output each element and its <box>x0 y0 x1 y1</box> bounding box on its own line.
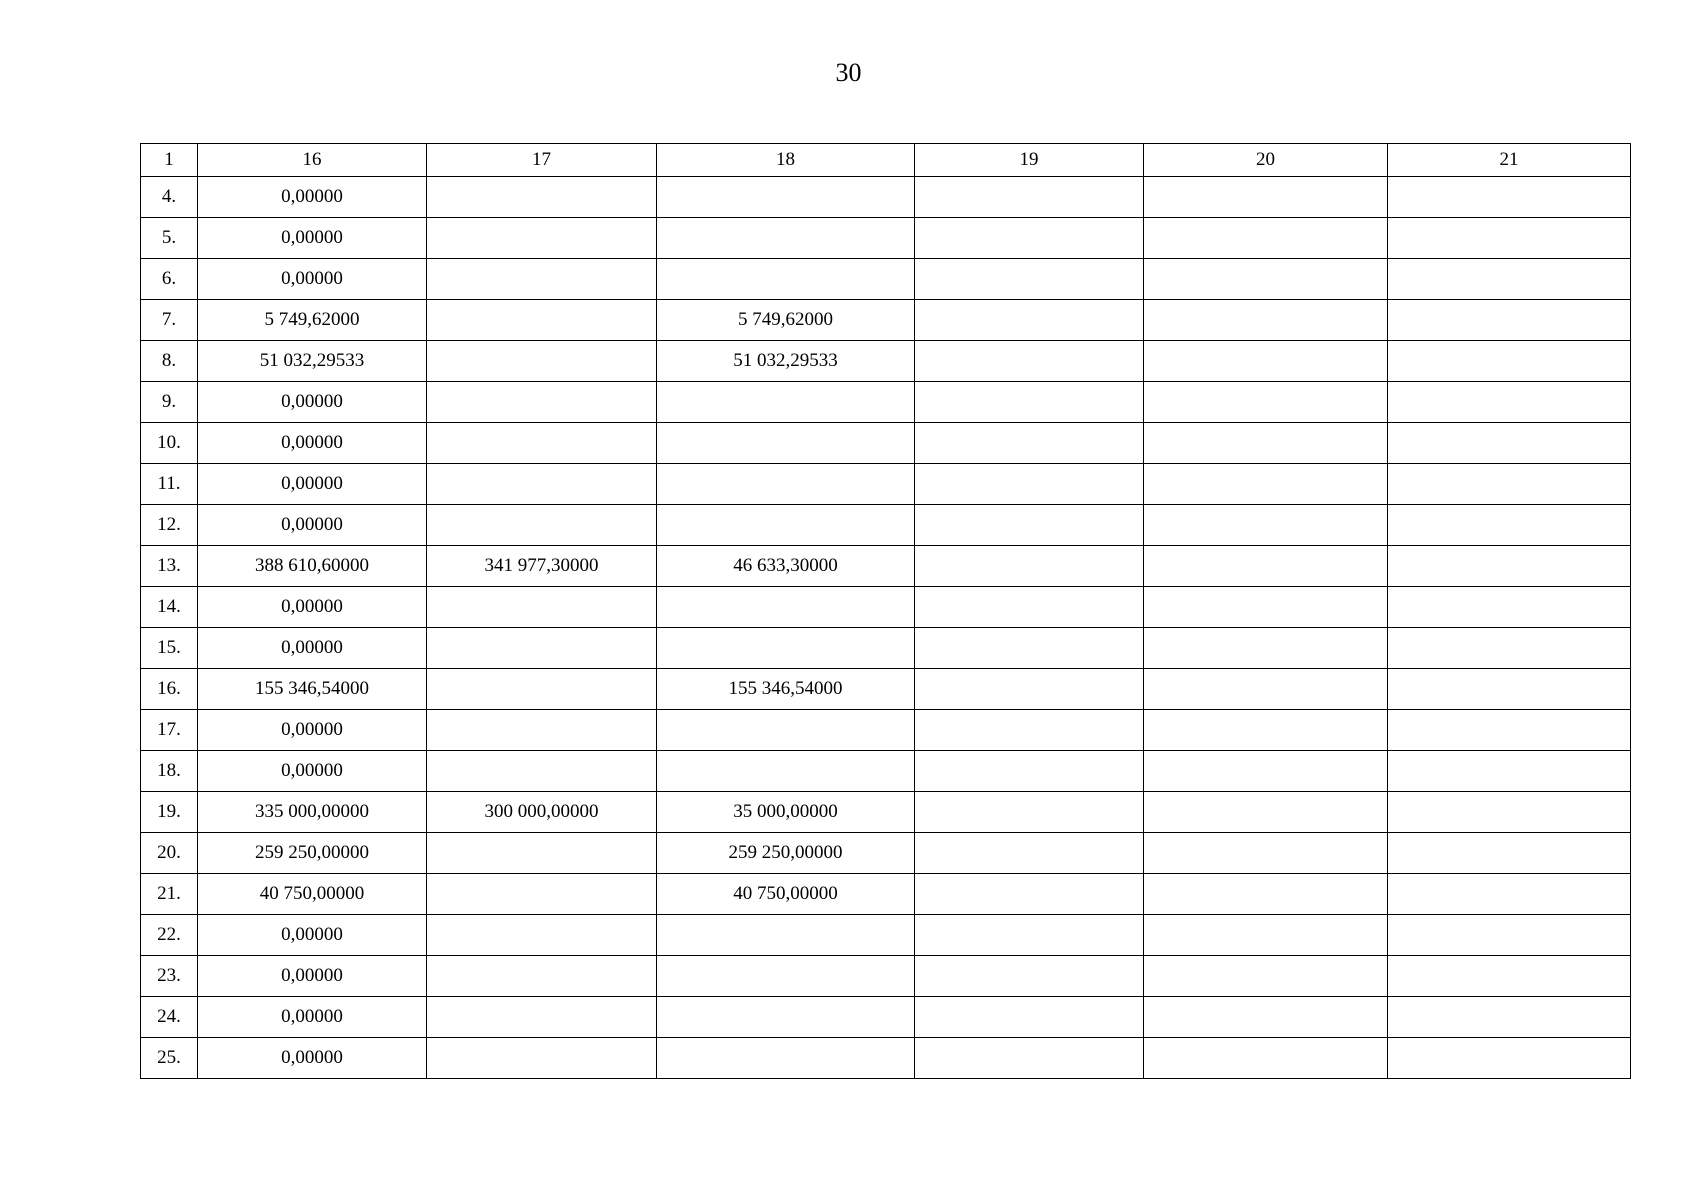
table-cell <box>427 259 657 300</box>
table-cell <box>1388 177 1631 218</box>
table-row <box>141 628 1631 669</box>
row-number-cell: 23. <box>141 956 198 997</box>
column-header: 1 <box>141 144 198 177</box>
page-number: 30 <box>835 58 862 87</box>
row-number-cell: 13. <box>141 546 198 587</box>
table-cell <box>657 710 915 751</box>
table-cell <box>427 218 657 259</box>
table-cell <box>915 956 1144 997</box>
table-cell <box>1144 833 1388 874</box>
table-cell <box>1388 464 1631 505</box>
table-cell <box>915 464 1144 505</box>
table-cell: 335 000,00000 <box>198 792 427 833</box>
table-row <box>141 833 1631 874</box>
table-cell: 51 032,29533 <box>198 341 427 382</box>
table-cell: 0,00000 <box>198 751 427 792</box>
column-header: 18 <box>657 144 915 177</box>
column-header: 19 <box>915 144 1144 177</box>
table-cell <box>915 423 1144 464</box>
table-cell <box>1144 218 1388 259</box>
table-cell <box>1388 505 1631 546</box>
table-cell <box>915 669 1144 710</box>
table-cell <box>1144 587 1388 628</box>
table-cell <box>915 792 1144 833</box>
table-cell <box>657 956 915 997</box>
table-cell <box>1144 792 1388 833</box>
row-number-cell: 8. <box>141 341 198 382</box>
table-cell <box>1388 669 1631 710</box>
table-cell: 0,00000 <box>198 915 427 956</box>
table-cell: 0,00000 <box>198 464 427 505</box>
table-cell <box>427 1038 657 1079</box>
table-cell: 259 250,00000 <box>198 833 427 874</box>
table-cell <box>915 710 1144 751</box>
table-cell <box>1144 300 1388 341</box>
table-cell <box>1388 546 1631 587</box>
table-cell <box>1144 505 1388 546</box>
table-cell <box>657 464 915 505</box>
row-number-cell: 15. <box>141 628 198 669</box>
table-cell <box>427 710 657 751</box>
table-cell <box>657 177 915 218</box>
row-number-cell: 4. <box>141 177 198 218</box>
table-row <box>141 218 1631 259</box>
row-number-cell: 9. <box>141 382 198 423</box>
table-cell: 0,00000 <box>198 587 427 628</box>
table-cell <box>427 751 657 792</box>
table-cell <box>427 464 657 505</box>
table-cell <box>427 915 657 956</box>
row-number-cell: 25. <box>141 1038 198 1079</box>
table-cell: 0,00000 <box>198 956 427 997</box>
table-cell <box>1388 874 1631 915</box>
row-number-cell: 12. <box>141 505 198 546</box>
table-cell <box>915 259 1144 300</box>
table-row <box>141 341 1631 382</box>
table-cell: 0,00000 <box>198 1038 427 1079</box>
table-cell <box>1144 177 1388 218</box>
table-cell: 46 633,30000 <box>657 546 915 587</box>
table-cell <box>427 669 657 710</box>
table-row <box>141 505 1631 546</box>
table-cell <box>1144 546 1388 587</box>
table-cell <box>1144 956 1388 997</box>
table-row <box>141 710 1631 751</box>
table-row <box>141 587 1631 628</box>
table-cell <box>1144 669 1388 710</box>
row-number-cell: 17. <box>141 710 198 751</box>
table-cell <box>427 628 657 669</box>
table-cell: 35 000,00000 <box>657 792 915 833</box>
table-cell <box>915 382 1144 423</box>
table-cell <box>427 833 657 874</box>
table-cell <box>1144 997 1388 1038</box>
table-cell <box>1144 341 1388 382</box>
column-header: 17 <box>427 144 657 177</box>
table-cell <box>1388 956 1631 997</box>
table-cell <box>1144 915 1388 956</box>
table-cell <box>427 997 657 1038</box>
table-cell <box>915 833 1144 874</box>
table-cell <box>1144 464 1388 505</box>
row-number-cell: 21. <box>141 874 198 915</box>
table-cell <box>915 751 1144 792</box>
table-cell <box>915 874 1144 915</box>
table-cell: 155 346,54000 <box>198 669 427 710</box>
table-row <box>141 956 1631 997</box>
row-number-cell: 19. <box>141 792 198 833</box>
table-cell <box>915 997 1144 1038</box>
column-header: 21 <box>1388 144 1631 177</box>
table-cell <box>915 587 1144 628</box>
row-number-cell: 7. <box>141 300 198 341</box>
table-cell <box>1144 710 1388 751</box>
table-cell: 0,00000 <box>198 218 427 259</box>
table-cell: 0,00000 <box>198 710 427 751</box>
row-number-cell: 24. <box>141 997 198 1038</box>
table-row <box>141 464 1631 505</box>
table-cell <box>427 300 657 341</box>
table-row <box>141 300 1631 341</box>
table-cell: 300 000,00000 <box>427 792 657 833</box>
table-cell <box>657 751 915 792</box>
table-cell <box>1388 341 1631 382</box>
table-cell <box>427 382 657 423</box>
table-cell <box>915 1038 1144 1079</box>
table-cell: 0,00000 <box>198 997 427 1038</box>
table-cell <box>657 915 915 956</box>
table-cell <box>427 587 657 628</box>
table-cell <box>915 341 1144 382</box>
table-row <box>141 792 1631 833</box>
table-cell <box>657 997 915 1038</box>
table-cell <box>657 628 915 669</box>
row-number-cell: 10. <box>141 423 198 464</box>
row-number-cell: 18. <box>141 751 198 792</box>
table-cell <box>1388 997 1631 1038</box>
table-cell <box>657 423 915 464</box>
row-number-cell: 14. <box>141 587 198 628</box>
row-number-cell: 6. <box>141 259 198 300</box>
table-cell <box>915 505 1144 546</box>
table-cell <box>657 587 915 628</box>
row-number-cell: 22. <box>141 915 198 956</box>
table-cell <box>1388 751 1631 792</box>
table-cell <box>1144 1038 1388 1079</box>
data-table <box>140 143 1631 1079</box>
table-cell <box>915 546 1144 587</box>
table-cell <box>1388 628 1631 669</box>
table-row <box>141 915 1631 956</box>
table-cell <box>1144 874 1388 915</box>
table-cell <box>1388 915 1631 956</box>
table-cell <box>427 177 657 218</box>
table-cell <box>657 382 915 423</box>
table-row <box>141 423 1631 464</box>
table-cell: 259 250,00000 <box>657 833 915 874</box>
table-row <box>141 874 1631 915</box>
table-cell <box>1388 833 1631 874</box>
table-cell: 341 977,30000 <box>427 546 657 587</box>
row-number-cell: 20. <box>141 833 198 874</box>
table-cell <box>1144 259 1388 300</box>
table-cell <box>427 956 657 997</box>
table-cell <box>1388 423 1631 464</box>
table-row <box>141 259 1631 300</box>
table-cell: 0,00000 <box>198 177 427 218</box>
table-cell <box>915 218 1144 259</box>
table-cell: 0,00000 <box>198 628 427 669</box>
table-cell: 40 750,00000 <box>657 874 915 915</box>
table-cell: 40 750,00000 <box>198 874 427 915</box>
table-cell: 388 610,60000 <box>198 546 427 587</box>
row-number-cell: 11. <box>141 464 198 505</box>
table-cell <box>1388 382 1631 423</box>
row-number-cell: 16. <box>141 669 198 710</box>
table-cell: 51 032,29533 <box>657 341 915 382</box>
table-cell <box>915 628 1144 669</box>
table-cell <box>1388 587 1631 628</box>
table-cell <box>1388 792 1631 833</box>
table-cell <box>657 1038 915 1079</box>
table-cell <box>1144 628 1388 669</box>
table-cell <box>915 177 1144 218</box>
table-cell: 5 749,62000 <box>657 300 915 341</box>
table-row <box>141 669 1631 710</box>
row-number-cell: 5. <box>141 218 198 259</box>
table-cell <box>1388 218 1631 259</box>
table-cell <box>427 341 657 382</box>
table-row <box>141 751 1631 792</box>
table-cell <box>1388 710 1631 751</box>
table-row <box>141 382 1631 423</box>
table-cell <box>1388 1038 1631 1079</box>
header-row <box>141 144 1631 177</box>
table-cell: 155 346,54000 <box>657 669 915 710</box>
table-row <box>141 546 1631 587</box>
column-header: 16 <box>198 144 427 177</box>
table-cell <box>427 423 657 464</box>
table-cell: 0,00000 <box>198 382 427 423</box>
table-cell: 5 749,62000 <box>198 300 427 341</box>
table-cell <box>657 218 915 259</box>
table-cell <box>1388 259 1631 300</box>
table-cell <box>1144 751 1388 792</box>
table-cell <box>1388 300 1631 341</box>
table-cell: 0,00000 <box>198 259 427 300</box>
table-cell <box>915 915 1144 956</box>
column-header: 20 <box>1144 144 1388 177</box>
table-row <box>141 177 1631 218</box>
table-cell <box>1144 382 1388 423</box>
table-row <box>141 997 1631 1038</box>
table-cell <box>427 874 657 915</box>
table-cell: 0,00000 <box>198 423 427 464</box>
table-row <box>141 1038 1631 1079</box>
table-body <box>141 177 1631 1079</box>
table-cell <box>915 300 1144 341</box>
table-cell <box>1144 423 1388 464</box>
table-cell <box>657 259 915 300</box>
table-cell <box>657 505 915 546</box>
table-cell <box>427 505 657 546</box>
table-cell: 0,00000 <box>198 505 427 546</box>
